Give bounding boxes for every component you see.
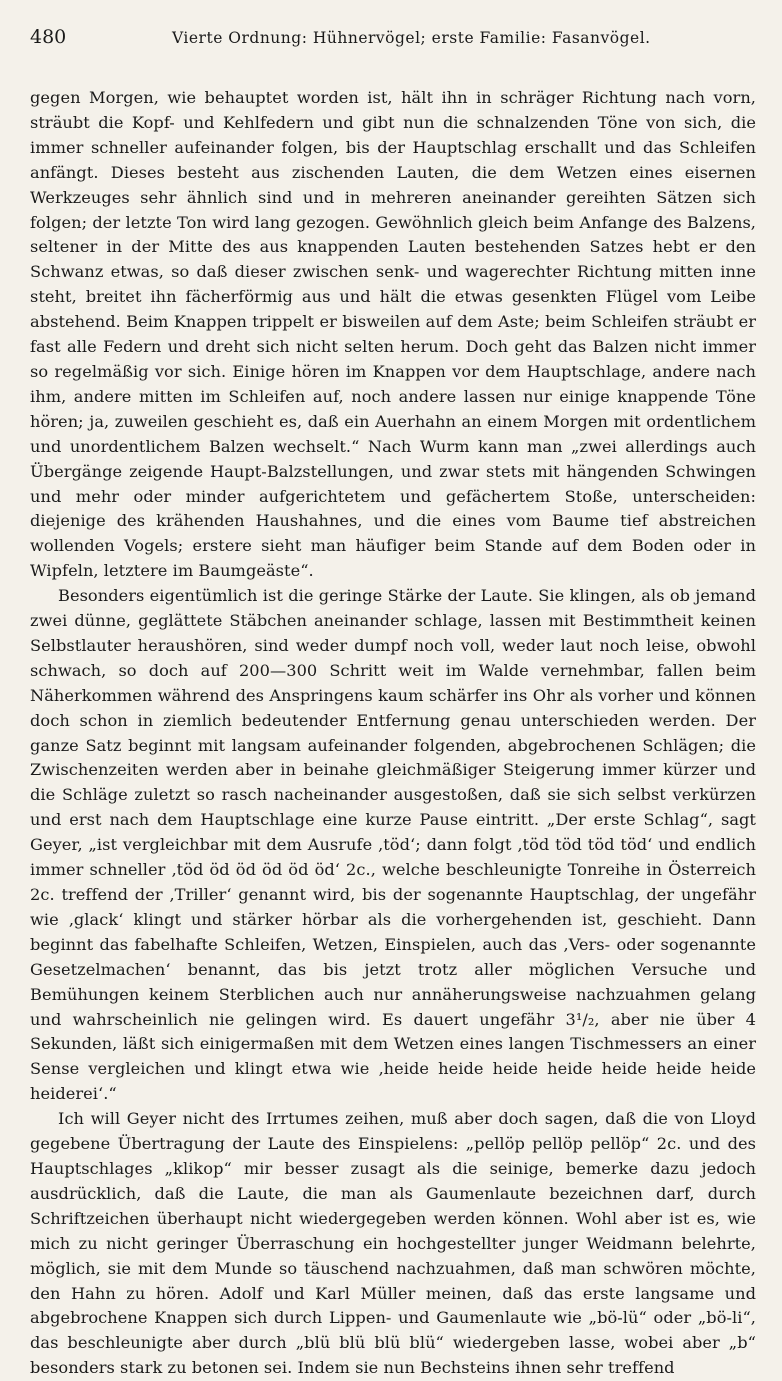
paragraph: Besonders eigentümlich ist die geringe Stärke der Laute. Sie klingen, als ob jemand zwei dünne, geglättete Stäbchen aneinander schlage, lassen mit Bestimmtheit keinen Selbstlauter heraushören, sind weder dumpf noch voll, weder laut noch leise, obwohl schwach, so doch auf 200—300 Schritt weit im Walde vernehmbar, fallen beim Näherkommen während des Anspringens kaum schärfer ins Ohr als vorher und können doch schon in ziemlich bedeutender Entfernung genau unterschieden werden. Der ganze Satz beginnt mit langsam aufeinander folgenden, abgebrochenen Schlägen; die Zwischenzeiten werden aber in beinahe gleichmäßiger Steigerung immer kürzer und die Schläge zuletzt so rasch nacheinander ausgestoßen, daß sie sich selbst verkürzen und erst nach dem Hauptschlage eine kurze Pause eintritt. „Der erste Schlag“, sagt Geyer, „ist vergleichbar mit dem Ausrufe ‚töd‘; dann folgt ‚töd töd töd töd‘ und endlich immer schneller ‚töd öd öd öd öd öd‘ 2c., welche beschleunigte Tonreihe in Österreich 2c. treffend der ‚Triller‘ genannt wird, bis der sogenannte Hauptschlag, der ungefähr wie ‚glack‘ klingt und stärker hörbar als die vorhergehenden ist, geschieht. Dann beginnt das fabelhafte Schleifen, Wetzen, Einspielen, auch das ‚Vers- oder sogenannte Gesetzelmachen‘ benannt, das bis jetzt trotz aller möglichen Versuche und Bemühungen keinem Sterblichen auch nur annäherungsweise nachzuahmen gelang und wahrscheinlich nie gelingen wird. Es dauert ungefähr 3¹/₂, aber nie über 4 Sekunden, läßt sich einigermaßen mit dem Wetzen eines langen Tischmessers an einer Sense vergleichen und klingt etwa wie ‚heide heide heide heide heide heide heide heiderei‘.“ — [30, 586, 756, 1104]
running-title: Vierte Ordnung: Hühnervögel; erste Familie: Fasanvögel. — [172, 29, 651, 47]
running-head — [30, 26, 756, 62]
paragraph: Ich will Geyer nicht des Irrtumes zeihen, muß aber doch sagen, daß die von Lloyd gegebene Übertragung der Laute des Einspielens: „pellöp pellöp pellöp“ 2c. und des Hauptschlages „klikop“ mir besser zusagt als die seinige, bemerke dazu jedoch ausdrücklich, daß die Laute, die man als Gaumenlaute bezeichnen darf, durch Schriftzeichen überhaupt nicht wiedergegeben werden können. Wohl aber ist es, wie mich zu nicht geringer Überraschung ein hochgestellter junger Weidmann belehrte, möglich, sie mit dem Munde so täuschend nachzuahmen, daß man schwören möchte, den Hahn zu hören. Adolf und Karl Müller meinen, daß das erste langsame und abgebrochene Knappen sich durch Lippen- und Gaumenlaute wie „bö-lü“ oder „bö-li“, das beschleunigte aber durch „blü blü blü blü“ wiedergeben lasse, wobei aber „b“ besonders stark zu betonen sei. Indem sie nun Bechsteins ihnen sehr treffend — [30, 1109, 756, 1378]
page-number: 480 — [30, 26, 67, 48]
body-text — [30, 86, 756, 1381]
paragraph: gegen Morgen, wie behauptet worden ist, hält ihn in schräger Richtung nach vorn, sträubt die Kopf- und Kehlfedern und gibt nun die schnalzenden Töne von sich, die immer schneller aufeinander folgen, bis der Hauptschlag erschallt und das Schleifen anfängt. Dieses besteht aus zischenden Lauten, die dem Wetzen eines eisernen Werkzeuges sehr ähnlich sind und in mehreren aneinander gereihten Sätzen sich folgen; der letzte Ton wird lang gezogen. Gewöhnlich gleich beim Anfange des Balzens, seltener in der Mitte des aus knappenden Lauten bestehenden Satzes hebt er den Schwanz etwas, so daß dieser zwischen senk- und wagerechter Richtung mitten inne steht, breitet ihn fächerförmig aus und hält die etwas gesenkten Flügel vom Leibe abstehend. Beim Knappen trippelt er bisweilen auf dem Aste; beim Schleifen sträubt er fast alle Federn und dreht sich nicht selten herum. Doch geht das Balzen nicht immer so regelmäßig vor sich. Einige hören im Knappen vor dem Hauptschlage, andere nach ihm, andere mitten im Schleifen auf, noch andere lassen nur einige knappende Töne hören; ja, zuweilen geschieht es, daß ein Auerhahn an einem Morgen mit ordentlichem und unordentlichem Balzen wechselt.“ Nach Wurm kann man „zwei allerdings auch Übergänge zeigende Haupt-Balzstellungen, und zwar stets mit hängenden Schwingen und mehr oder minder aufgerichtetem und gefächertem Stoße, unterscheiden: diejenige des krähenden Haushahnes, und die eines vom Baume tief abstreichen wollenden Vogels; erstere sieht man häufiger beim Stande auf dem Boden oder in Wipfeln, letztere im Baumgeäste“. — [30, 88, 756, 581]
